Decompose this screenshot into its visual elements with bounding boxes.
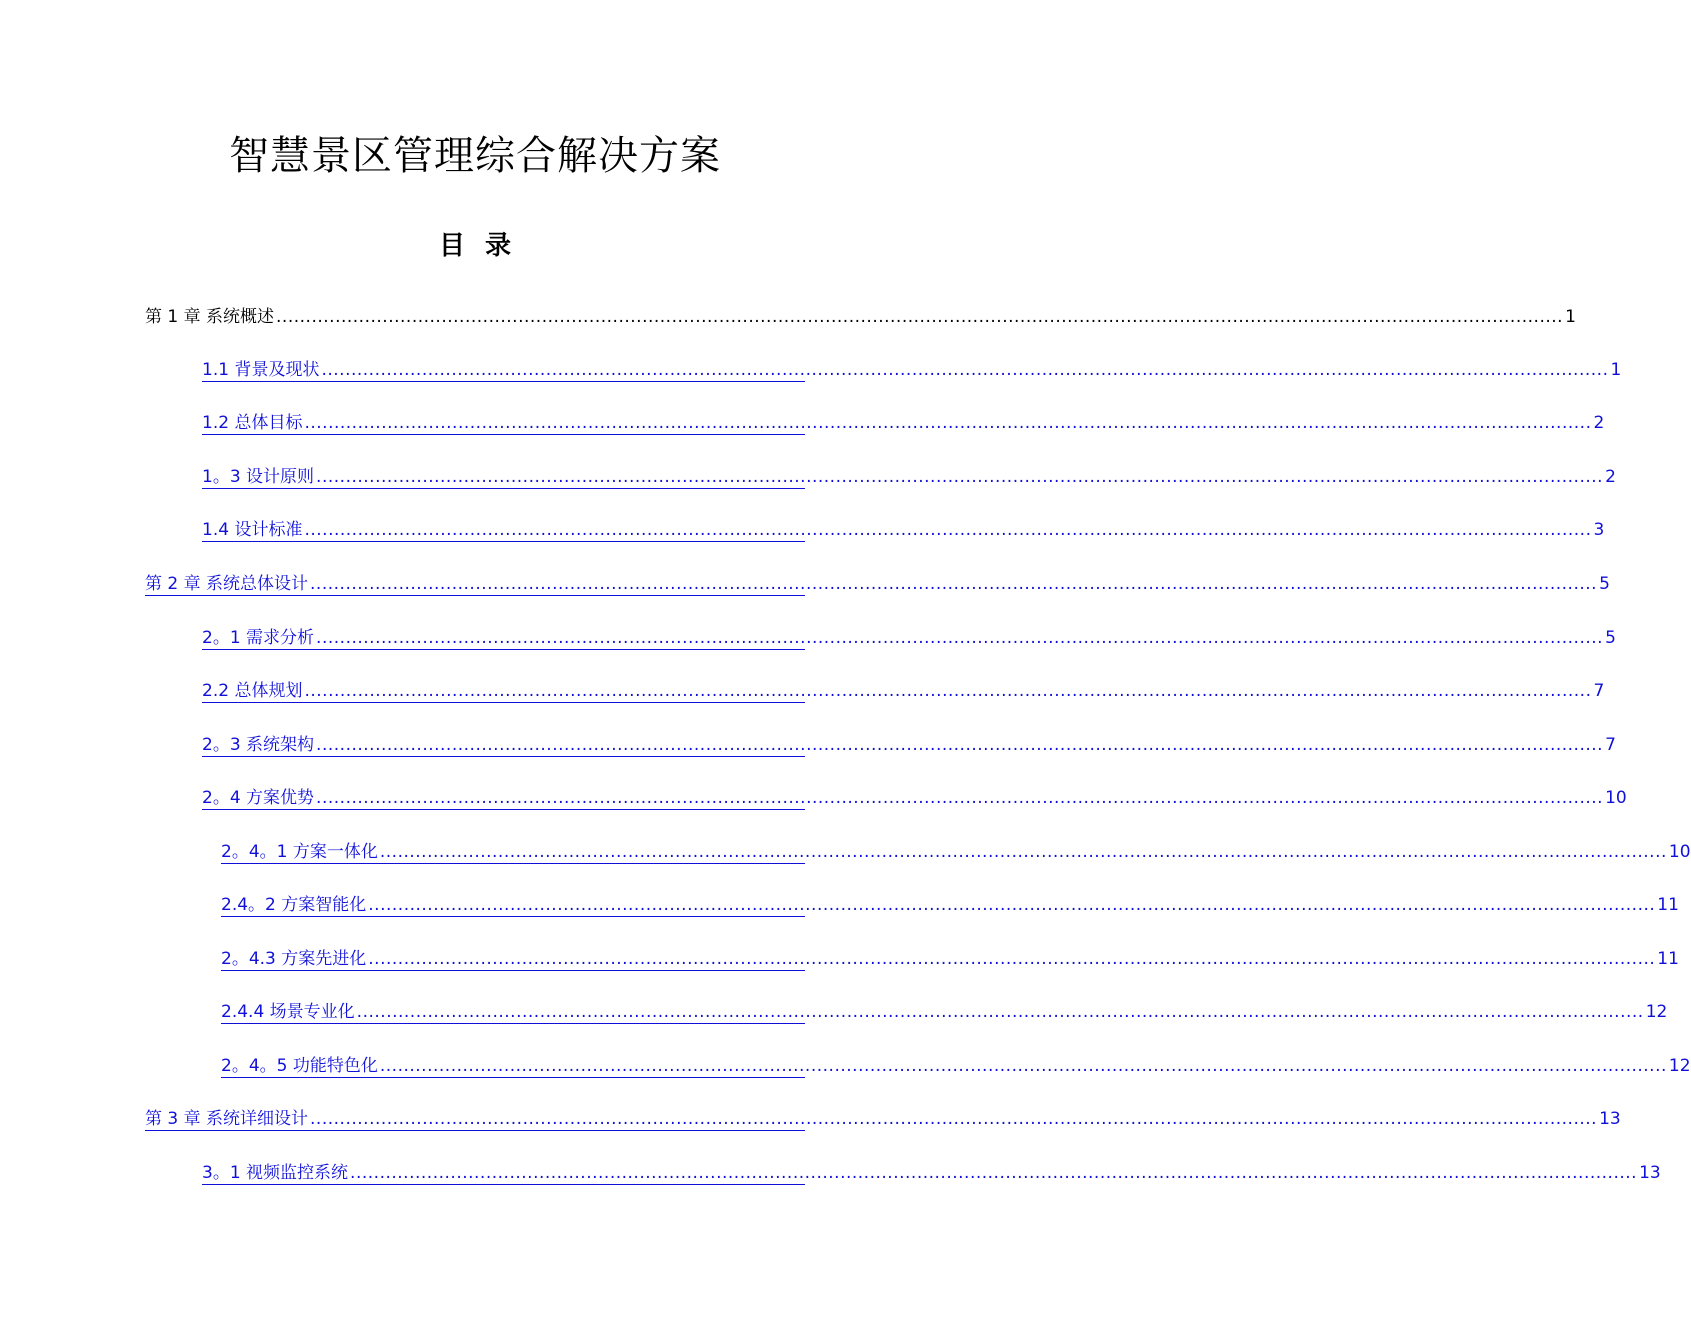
- toc-entry-page: 2: [1605, 467, 1616, 487]
- toc-entry-page: 7: [1605, 735, 1616, 755]
- toc-dot-leader: ..........................................................................................................................................................................................................................: [321, 360, 1609, 380]
- toc-dot-leader: ..........................................................................................................................................................................................................................: [304, 520, 1592, 540]
- toc-entry-label: 2。4 方案优势: [202, 788, 315, 808]
- toc-entry-label: 2。3 系统架构: [202, 735, 315, 755]
- toc-link-2-1[interactable]: [202, 623, 1616, 650]
- toc-entry-chapter-1[interactable]: [145, 302, 1576, 332]
- toc-dot-leader: ..........................................................................................................................................................................................................................: [304, 413, 1592, 433]
- toc-entry-label: 2。4。1 方案一体化: [221, 842, 378, 862]
- toc-dot-leader: ..........................................................................................................................................................................................................................: [316, 788, 1604, 808]
- toc-link-2-4-3[interactable]: [221, 944, 1679, 971]
- toc-dot-leader: ..........................................................................................................................................................................................................................: [350, 1163, 1638, 1183]
- toc-link-chapter-2[interactable]: [145, 569, 1610, 596]
- toc-entry-label: 1.2 总体目标: [202, 413, 303, 433]
- toc-entry-page: 3: [1593, 520, 1605, 540]
- toc-dot-leader: ..........................................................................................................................................................................................................................: [368, 895, 1656, 915]
- toc-entry-page: 11: [1657, 895, 1679, 915]
- toc-entry-page: 13: [1599, 1109, 1621, 1129]
- toc-dot-leader: ..........................................................................................................................................................................................................................: [379, 1056, 1667, 1076]
- toc-dot-leader: ..........................................................................................................................................................................................................................: [379, 842, 1667, 862]
- document-title: 智慧景区管理综合解决方案: [229, 133, 721, 179]
- toc-dot-leader: ..........................................................................................................................................................................................................................: [304, 681, 1592, 701]
- toc-entry-label: 2。1 需求分析: [202, 628, 315, 648]
- toc-dot-leader: ..........................................................................................................................................................................................................................: [310, 574, 1598, 594]
- toc-dot-leader: ..........................................................................................................................................................................................................................: [368, 949, 1656, 969]
- toc-entry-label: 1.1 背景及现状: [202, 360, 320, 380]
- toc-link-3-1[interactable]: [202, 1158, 1661, 1185]
- toc-entry-page: 13: [1639, 1163, 1661, 1183]
- toc-entry-page: 1: [1610, 360, 1622, 380]
- toc-entry-label: 2。4.3 方案先进化: [221, 949, 367, 969]
- toc-link-1-3[interactable]: [202, 462, 1616, 489]
- toc-entry-page: 10: [1668, 842, 1691, 862]
- toc-entry-page: 5: [1599, 574, 1610, 594]
- toc-dot-leader: ..........................................................................................................................................................................................................................: [310, 1109, 1598, 1129]
- toc-entry-page: 2: [1593, 413, 1605, 433]
- toc-entry-page: 5: [1605, 628, 1616, 648]
- toc-entry-page: 1: [1565, 307, 1576, 327]
- toc-heading: 目录: [438, 231, 531, 261]
- toc-dot-leader: ..........................................................................................................................................................................................................................: [316, 735, 1604, 755]
- toc-link-1-2[interactable]: [202, 408, 1605, 435]
- toc-dot-leader: ..........................................................................................................................................................................................................................: [356, 1002, 1644, 1022]
- toc-entry-label: 2.4。2 方案智能化: [221, 895, 367, 915]
- toc-entry-label: 第 1 章 系统概述: [145, 307, 275, 327]
- toc-entry-label: 2.2 总体规划: [202, 681, 303, 701]
- toc-entry-page: 12: [1668, 1056, 1691, 1076]
- toc-entry-page: 7: [1593, 681, 1605, 701]
- toc-link-2-3[interactable]: [202, 730, 1616, 757]
- toc-link-2-4-2[interactable]: [221, 890, 1679, 917]
- toc-entry-page: 12: [1645, 1002, 1668, 1022]
- toc-entry-page: 10: [1605, 788, 1627, 808]
- toc-link-2-4-5[interactable]: [221, 1051, 1691, 1078]
- toc-link-1-1[interactable]: [202, 355, 1622, 382]
- toc-link-2-4[interactable]: [202, 783, 1627, 810]
- toc-entry-label: 2.4.4 场景专业化: [221, 1002, 355, 1022]
- toc-entry-label: 1。3 设计原则: [202, 467, 315, 487]
- toc-dot-leader: ..........................................................................................................................................................................................................................: [316, 467, 1604, 487]
- toc-link-chapter-3[interactable]: [145, 1104, 1621, 1131]
- toc-link-2-4-1[interactable]: [221, 837, 1691, 864]
- toc-entry-page: 11: [1657, 949, 1679, 969]
- toc-link-2-2[interactable]: [202, 676, 1605, 703]
- toc-dot-leader: ..........................................................................................................................................................................................................................: [316, 628, 1604, 648]
- toc-entry-label: 3。1 视频监控系统: [202, 1163, 349, 1183]
- toc-dot-leader: ..........................................................................................................................................................................................................................: [276, 307, 1564, 327]
- toc-entry-label: 2。4。5 功能特色化: [221, 1056, 378, 1076]
- toc-entry-label: 第 2 章 系统总体设计: [145, 574, 309, 594]
- toc-entry-label: 1.4 设计标准: [202, 520, 303, 540]
- toc-link-1-4[interactable]: [202, 515, 1605, 542]
- toc-link-2-4-4[interactable]: [221, 997, 1668, 1024]
- toc-entry-label: 第 3 章 系统详细设计: [145, 1109, 309, 1129]
